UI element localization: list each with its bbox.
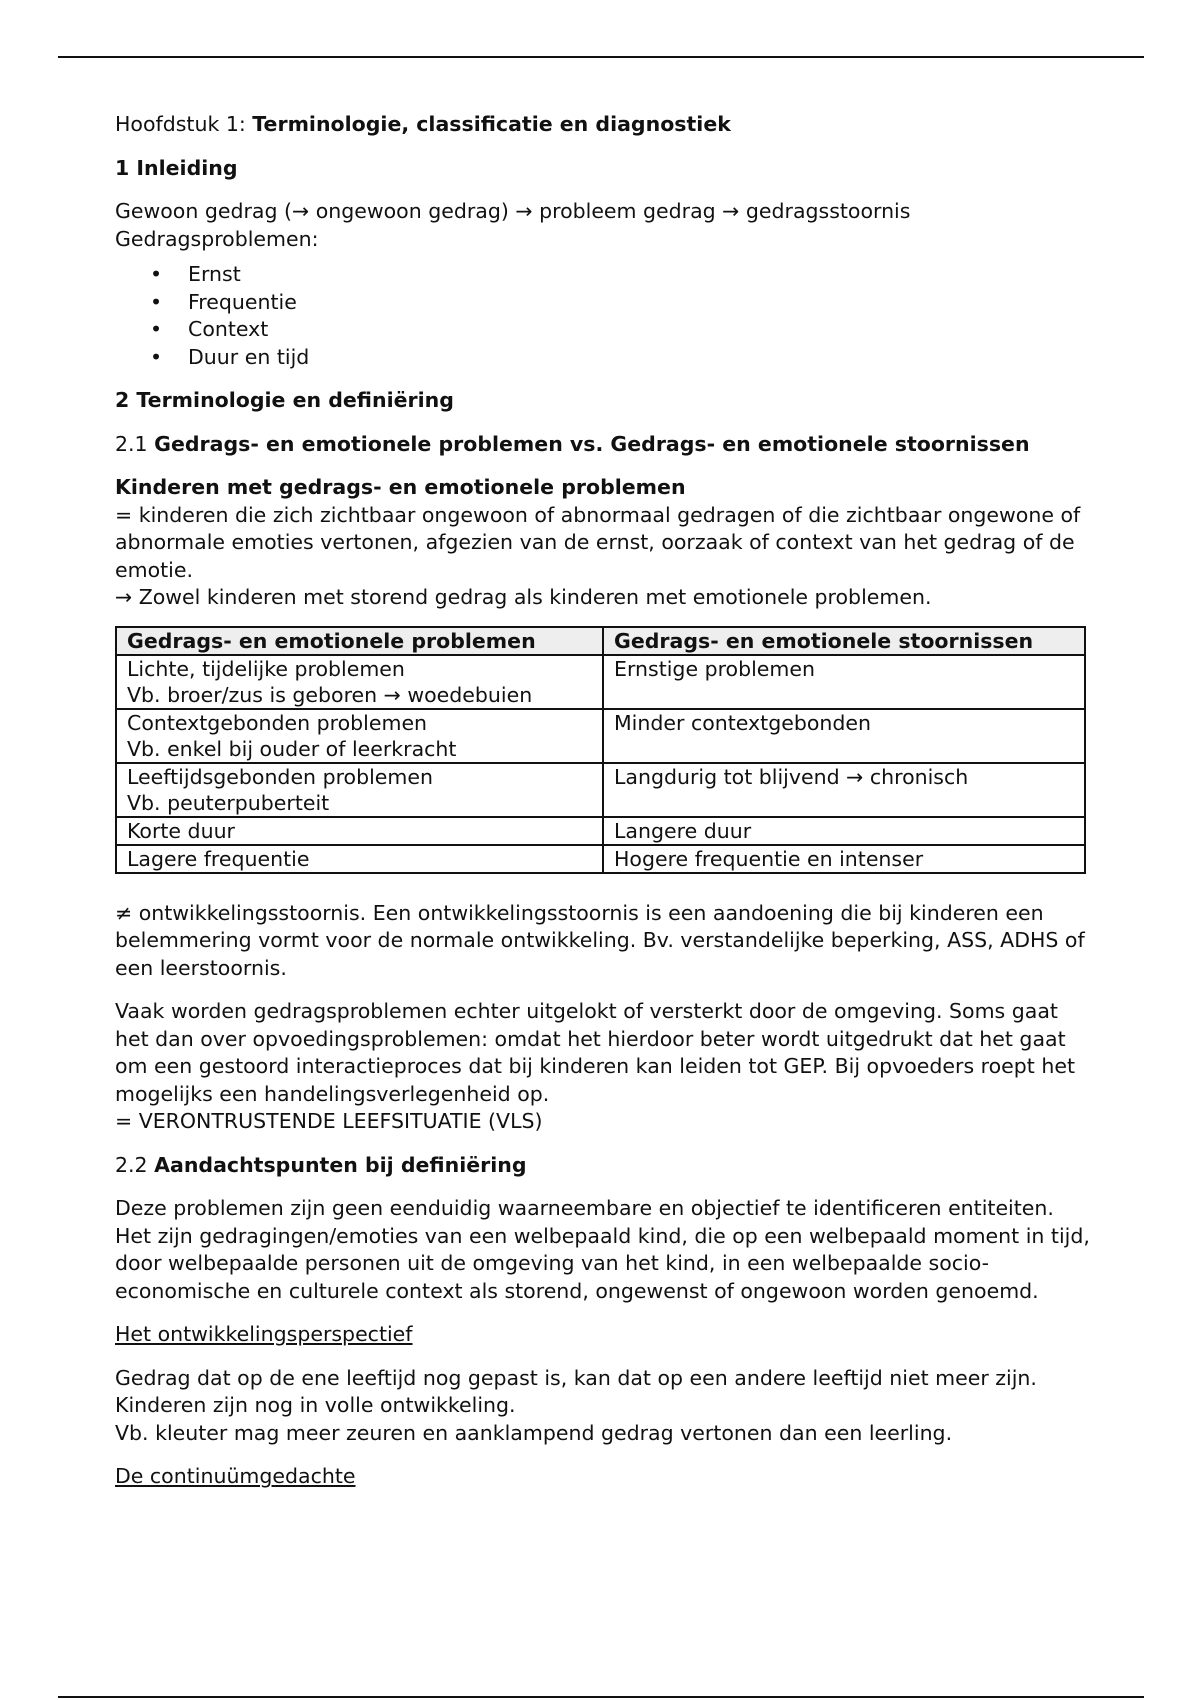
table-row bbox=[116, 817, 1085, 845]
table-cell: Contextgebonden problemen Vb. enkel bij ouder of leerkracht bbox=[116, 709, 603, 763]
dimensions-list bbox=[115, 261, 1090, 371]
table-header-disorders: Gedrags- en emotionele stoornissen bbox=[603, 627, 1085, 655]
table-row bbox=[116, 763, 1085, 817]
footer-rule bbox=[58, 1696, 1144, 1698]
definition-points-paragraph: Deze problemen zijn geen eenduidig waarneembare en objectief te identificeren entiteiten. Het zijn gedragingen/emoties van een welbepaald kind, die op een welbepaald moment in tijd, door welbepaalde personen uit de omgeving van het kind, in een welbepaalde socio-economische en culturele context als storend, ongewenst of ongewoon worden genoemd. bbox=[115, 1196, 1090, 1303]
arrow-note: → Zowel kinderen met storend gedrag als kinderen met emotionele problemen. bbox=[115, 585, 932, 609]
list-item: • Frequentie bbox=[115, 289, 1090, 317]
header-rule bbox=[58, 56, 1144, 58]
behavior-progression: Gewoon gedrag (→ ongewoon gedrag) → probleem gedrag → gedragsstoornis bbox=[115, 199, 911, 223]
developmental-disorder-paragraph: ≠ ontwikkelingsstoornis. Een ontwikkelingsstoornis is een aandoening die bij kinderen een belemmering vormt voor de normale ontwikkeling. Bv. verstandelijke beperking, ASS, ADHS of een leerstoornis. bbox=[115, 900, 1085, 980]
list-item: • Context bbox=[115, 316, 1090, 344]
table-cell: Ernstige problemen bbox=[603, 655, 1085, 709]
table-cell: Lichte, tijdelijke problemen Vb. broer/zus is geboren → woedebuien bbox=[116, 655, 603, 709]
development-example: Vb. kleuter mag meer zeuren en aanklampend gedrag vertonen dan een leerling. bbox=[115, 1420, 953, 1445]
environment-paragraph: Vaak worden gedragsproblemen echter uitgelokt of versterkt door de omgeving. Soms gaat het dan over opvoedingsproblemen: omdat het hierdoor beter wordt uitgedrukt dat het gaat om een gestoord interactieproces dat bij kinderen kan leiden tot GEP. Bij opvoeders roept het mogelijks een handelingsverlegenheid op. bbox=[115, 999, 1075, 1106]
table-cell: Leeftijdsgebonden problemen Vb. peuterpuberteit bbox=[116, 763, 603, 817]
chapter-title: Hoofdstuk 1: Terminologie, classificatie en diagnostiek bbox=[115, 112, 731, 136]
list-item: • Ernst bbox=[115, 261, 1090, 289]
table-cell: Hogere frequentie en intenser bbox=[603, 845, 1085, 873]
vls-note: = VERONTRUSTENDE LEEFSITUATIE (VLS) bbox=[115, 1109, 543, 1133]
section-1-heading: 1 Inleiding bbox=[115, 155, 238, 180]
section-2-heading: 2 Terminologie en definiëring bbox=[115, 388, 454, 412]
comparison-table bbox=[115, 626, 1086, 874]
table-row bbox=[116, 845, 1085, 873]
table-row bbox=[116, 709, 1085, 763]
table-header-row bbox=[116, 627, 1085, 655]
table-cell: Korte duur bbox=[116, 817, 603, 845]
table-cell: Langdurig tot blijvend → chronisch bbox=[603, 763, 1085, 817]
list-item: • Duur en tijd bbox=[115, 344, 1090, 372]
behavior-problems-label: Gedragsproblemen: bbox=[115, 226, 319, 251]
development-paragraph: Gedrag dat op de ene leeftijd nog gepast is, kan dat op een andere leeftijd niet meer zijn. Kinderen zijn nog in volle ontwikkeling. bbox=[115, 1365, 1037, 1417]
definition-paragraph: = kinderen die zich zichtbaar ongewoon of abnormaal gedragen of die zichtbaar ongewone of abnormale emoties vertonen, afgezien van de ernst, oorzaak of context van het gedrag of de emotie. bbox=[115, 502, 1081, 582]
subheading-continuum: De continuümgedachte bbox=[115, 1464, 356, 1488]
subheading-children: Kinderen met gedrags- en emotionele problemen bbox=[115, 475, 686, 499]
section-2-1-heading: 2.1 Gedrags- en emotionele problemen vs. Gedrags- en emotionele stoornissen bbox=[115, 431, 1030, 456]
table-header-problems: Gedrags- en emotionele problemen bbox=[116, 627, 603, 655]
document-body bbox=[115, 111, 1090, 1491]
table-cell: Langere duur bbox=[603, 817, 1085, 845]
subheading-development-perspective: Het ontwikkelingsperspectief bbox=[115, 1322, 413, 1346]
table-cell: Lagere frequentie bbox=[116, 845, 603, 873]
section-2-2-heading: 2.2 Aandachtspunten bij definiëring bbox=[115, 1152, 527, 1177]
table-row bbox=[116, 655, 1085, 709]
table-cell: Minder contextgebonden bbox=[603, 709, 1085, 763]
